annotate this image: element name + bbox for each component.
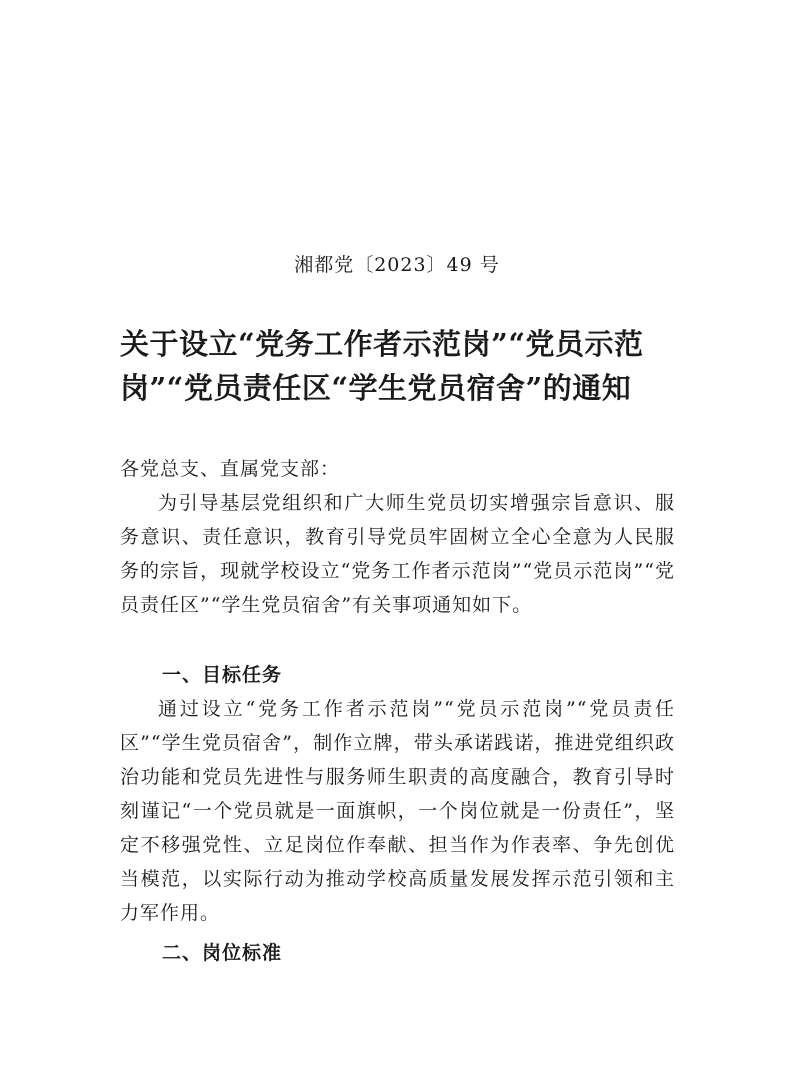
section-heading-standards: 二、岗位标准 <box>162 942 283 964</box>
section-body-goals: 通过设立“党务工作者示范岗”“党员示范岗”“党员责任区”“学生党员宿舍”，制作立牌，带头承诺践诺，推进党组织政治功能和党员先进性与服务师生职责的高度融合，教育引导时刻谨记“一个党员就是一面旗帜，一个岗位就是一份责任”，坚定不移强党性、立足岗位作奉献、担当作为作表率、争先创优当模范，以实际行动为推动学校高质量发展发挥示范引领和主力军作用。 <box>120 698 675 924</box>
salutation: 各党总支、直属党支部： <box>120 458 341 480</box>
intro-paragraph: 为引导基层党组织和广大师生党员切实增强宗旨意识、服务意识、责任意识，教育引导党员牢固树立全心全意为人民服务的宗旨，现就学校设立“党务工作者示范岗”“党员示范岗”“党员责任区”“学生党员宿舍”有关事项通知如下。 <box>120 492 675 616</box>
title-line-1: 关于设立“党务工作者示范岗”“党员示范 <box>120 327 644 361</box>
document-title <box>120 322 680 410</box>
title-line-2: 岗”“党员责任区“学生党员宿舍”的通知 <box>120 371 632 405</box>
document-number: 湘都党〔2023〕49 号 <box>294 254 500 276</box>
section-heading-goals: 一、目标任务 <box>162 664 283 686</box>
